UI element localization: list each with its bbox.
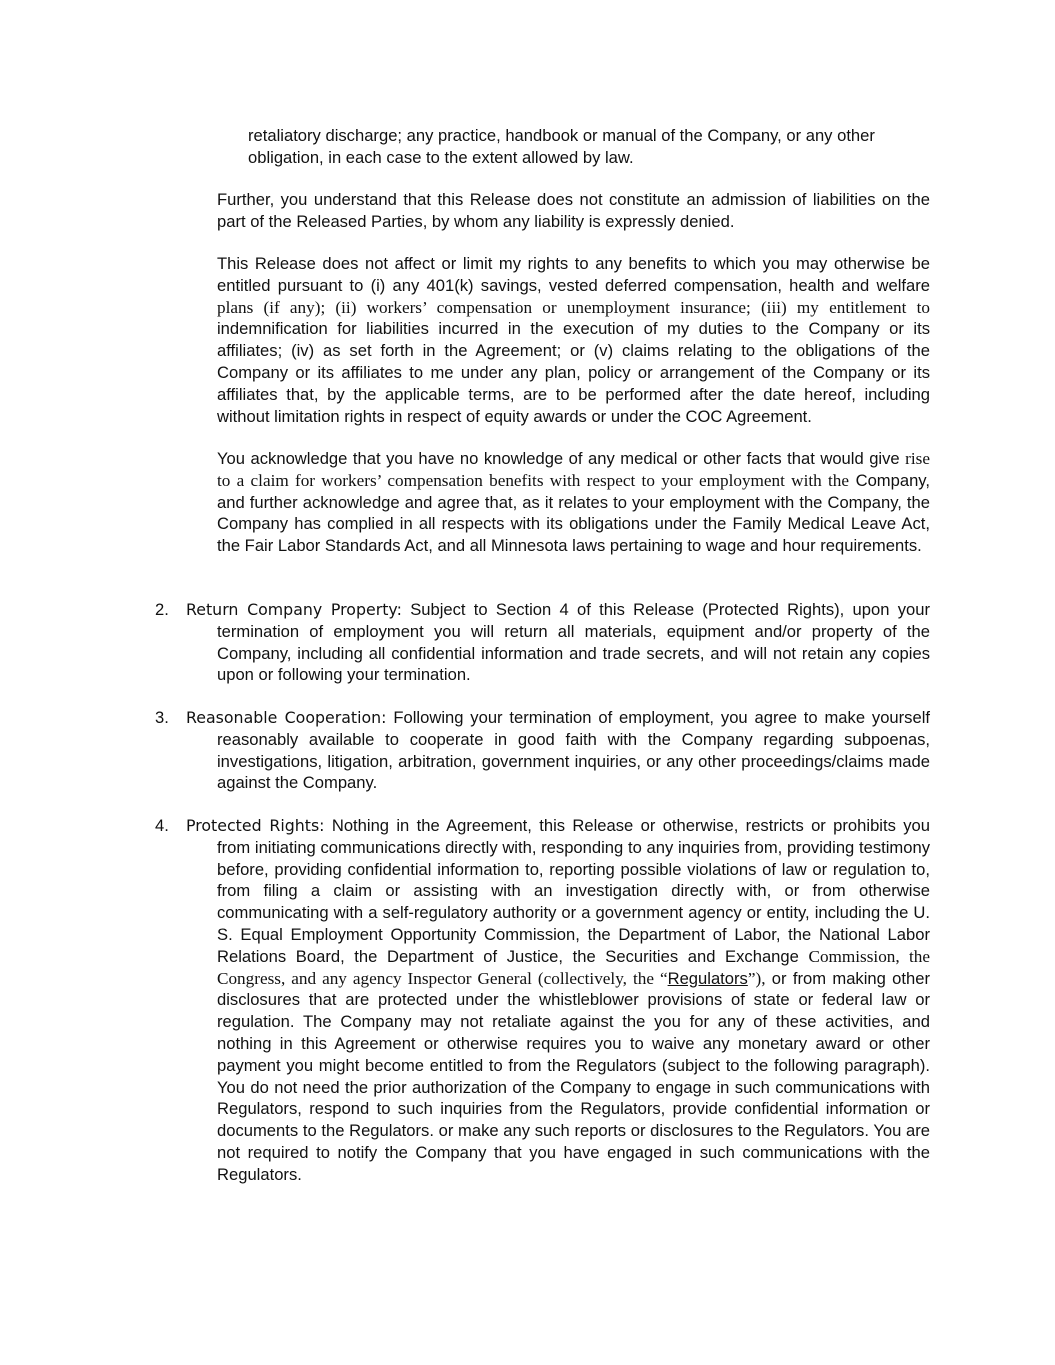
defined-term-regulators: Regulators — [667, 968, 748, 988]
acknowledgement-text-c: Company, and further acknowledge and agree that, as it relates to your employment with the Company, the Company has complied in all respects with its obligations under the Family Medical Leave Act, the Fair Labor Standards Act, and all Minnesota laws pertaining to wage and hour requirements. — [217, 470, 930, 556]
section-heading: Return Company Property: — [186, 600, 402, 619]
acknowledgement-text-b: rise to a claim for workers’ compensation benefits with respect to your employment with the — [217, 449, 930, 490]
section-number: 3. — [155, 708, 169, 727]
section-text: Subject to Section 4 of this Release (Protected Rights), upon your termination of employment you will return all materials, equipment and/or property of the Company, including all confidential information and trade secrets, and will not retain any copies upon or following your termination. — [217, 600, 930, 685]
section-return-company-property — [155, 599, 930, 686]
section-text-c: ”), — [747, 968, 766, 988]
section-heading: Protected Rights: — [186, 816, 325, 835]
section-number: 4. — [155, 816, 169, 835]
benefits-text-a: This Release does not affect or limit my rights to any benefits to which you may otherwise be entitled pursuant to (i) any 401(k) savings, vested deferred compensation, health and welfare — [217, 254, 930, 295]
section-protected-rights — [155, 815, 930, 1186]
section-body — [155, 599, 930, 686]
paragraph-no-admission: Further, you understand that this Release does not constitute an admission of liabilities on the part of the Released Parties, by whom any liability is expressly denied. — [217, 190, 930, 231]
section-body — [155, 707, 930, 794]
paragraph-acknowledgement — [217, 448, 930, 557]
section-body — [155, 815, 930, 1186]
benefits-text-c: indemnification for liabilities incurred in the execution of my duties to the Company or its affiliates; (iv) as set forth in the Agreement; or (v) claims relating to the obligations of the Company or its affiliates to me under any plan, policy or arrangement of the Company or its affiliates that, by the applicable terms, are to be performed after the date hereof, including without limitation rights in respect of equity awards or under the COC Agreement. — [217, 319, 930, 426]
section-number: 2. — [155, 600, 169, 619]
section-text-a: Nothing in the Agreement, this Release or otherwise, restricts or prohibits you from initiating communications directly with, responding to any inquiries from, providing testimony before, providing confidential information to, reporting possible violations of law or regulation to, from filing a claim or assisting with an investigation directly with, or from otherwise communicating with a self-regulatory authority or a government agency or entity, including the U. S. Equal Employment Opportunity Commission, the Department of Labor, the National Labor Relations Board, the Department of Justice, the Securities and Exchange — [217, 816, 930, 966]
section-text-b: Commission, the Congress, and any agency Inspector General (collectively, the “ — [217, 946, 930, 988]
section-text-d: or from making other disclosures that are protected under the whistleblower provisions of state or federal law or regulation. The Company may not retaliate against the you for any of these activities, and nothing in this Agreement or otherwise requires you to waive any monetary award or other payment you might become entitled to from the Regulators (subject to the following paragraph). You do not need the prior authorization of the Company to engage in such communications with Regulators, respond to such inquiries from the Regulators, provide confidential information or documents to the Regulators. or make any such reports or disclosures to the Regulators. You are not required to notify the Company that you have engaged in such communications with the Regulators. — [217, 968, 930, 1184]
benefits-text-b: plans (if any); (ii) workers’ compensation or unemployment insurance; (iii) my entitlement to — [217, 297, 930, 317]
section-heading: Reasonable Cooperation: — [186, 708, 387, 727]
acknowledgement-text-a: You acknowledge that you have no knowledge of any medical or other facts that would give — [217, 449, 906, 468]
paragraph-benefits-not-affected — [217, 253, 930, 427]
section-text: Following your termination of employment, you agree to make yourself reasonably available to cooperate in good faith with the Company regarding subpoenas, investigations, litigation, arbitration, government inquiries, or any other proceedings/claims made against the Company. — [217, 708, 930, 793]
section-reasonable-cooperation — [155, 707, 930, 794]
paragraph-retaliatory-discharge: retaliatory discharge; any practice, handbook or manual of the Company, or any other obligation, in each case to the extent allowed by law. — [248, 126, 875, 167]
